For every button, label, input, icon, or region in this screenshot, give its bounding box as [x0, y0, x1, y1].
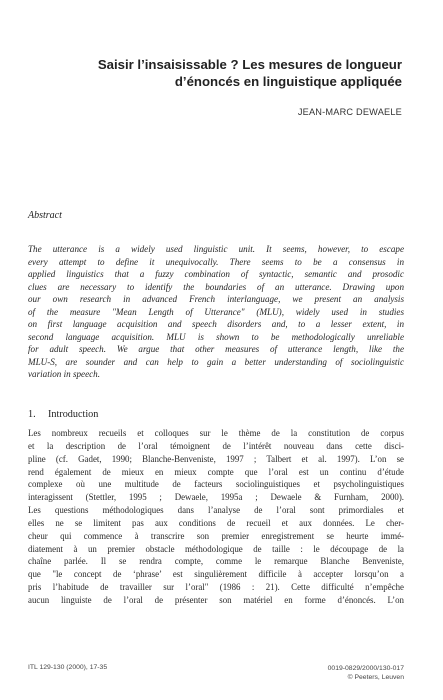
publisher-info: [260, 664, 404, 682]
body-line: pris l’habitude de travailler sur l’oral" (1986 : 21). Cette difficulté n’empêche: [28, 582, 404, 593]
body-line: rend également de mieux en mieux compte que l’oral est un continu d’étude: [28, 466, 404, 477]
abstract-line: variation in speech.: [28, 369, 100, 380]
abstract-line: for adult speech. We argue that other measures of utterance length, like the: [28, 344, 404, 355]
abstract-line: applied linguistics that a fuzzy combination of syntactic, semantic and prosodic: [28, 269, 404, 280]
body-line: chaîne parlée. Il se rendra compte, comme le remarque Blanche Benveniste,: [28, 556, 404, 567]
author-name: JEAN-MARC DEWAELE: [297, 107, 402, 117]
body-line: et la description de l’oral témoignent de l’intérêt nouveau dans cette disci-: [28, 440, 404, 451]
section-number: 1.: [28, 409, 36, 420]
body-line: pline (cf. Gadet, 1990; Blanche-Benveniste, 1997 ; Talbert et al. 1997). L’on se: [28, 453, 404, 464]
publisher-copyright: © Peeters, Leuven: [347, 674, 404, 681]
abstract-line: every attempt to define it unequivocally. There seems to be a consensus in: [28, 256, 404, 267]
title-line-1: Saisir l’insaisissable ? Les mesures de longueur: [97, 57, 402, 72]
body-line: aucun linguiste de l’oral de présenter son matériel en forme d’énoncés. L’on: [28, 594, 404, 605]
abstract-line: on first language acquisition and speech disorders and, to a lesser extent, in: [28, 319, 404, 330]
journal-citation: ITL 129-130 (2000), 17-35: [28, 664, 108, 671]
abstract-line: second language acquisition. MLU is shown to be methodologically unreliable: [28, 331, 404, 342]
issn-code: 0019-0829/2000/130-017: [327, 665, 404, 672]
body-line: complexe où une multitude de facteurs sociolinguistiques et psycholinguistiques: [28, 479, 404, 490]
body-line: que "le concept de ‘phrase’ est singulièrement difficile à accepter lorsqu’on a: [28, 569, 404, 580]
body-line: elles ne se limitent pas aux conditions de recueil et aux données. Le cher-: [28, 517, 404, 528]
abstract-line: of the measure "Mean Length of Utterance" (MLU), widely used in studies: [28, 306, 404, 317]
body-text: [28, 427, 404, 607]
abstract-heading: Abstract: [28, 210, 62, 221]
article-title: [40, 56, 402, 90]
title-line-2: d’énoncés en linguistique appliquée: [174, 74, 402, 89]
section-title: Introduction: [48, 409, 99, 420]
section-heading: [28, 409, 98, 420]
body-line: Les nombreux recueils et colloques sur le thème de la constitution de corpus: [28, 428, 404, 438]
abstract-line: The utterance is a widely used linguistic unit. It seems, however, to escape: [28, 244, 404, 254]
body-line: interagissent (Stettler, 1995 ; Dewaele, 1995a ; Dewaele & Furnham, 2000).: [28, 492, 404, 503]
body-line: cheur qui commence à transcrire son premier enregistrement se heurte immé-: [28, 530, 404, 541]
abstract-line: our own research in advanced French interlanguage, we present an analysis: [28, 294, 404, 305]
body-line: Les questions méthodologiques dans l’analyse de l’oral sont primordiales et: [28, 505, 404, 516]
body-line: diatement à un premier obstacle méthodologique de taille : le découpage de la: [28, 543, 404, 554]
abstract-text: [28, 243, 404, 381]
abstract-line: clues are necessary to identify the boundaries of an utterance. Drawing upon: [28, 281, 404, 292]
abstract-line: MLU-S, are sounder and can help to gain a better understanding of sociolinguistic: [28, 356, 404, 367]
